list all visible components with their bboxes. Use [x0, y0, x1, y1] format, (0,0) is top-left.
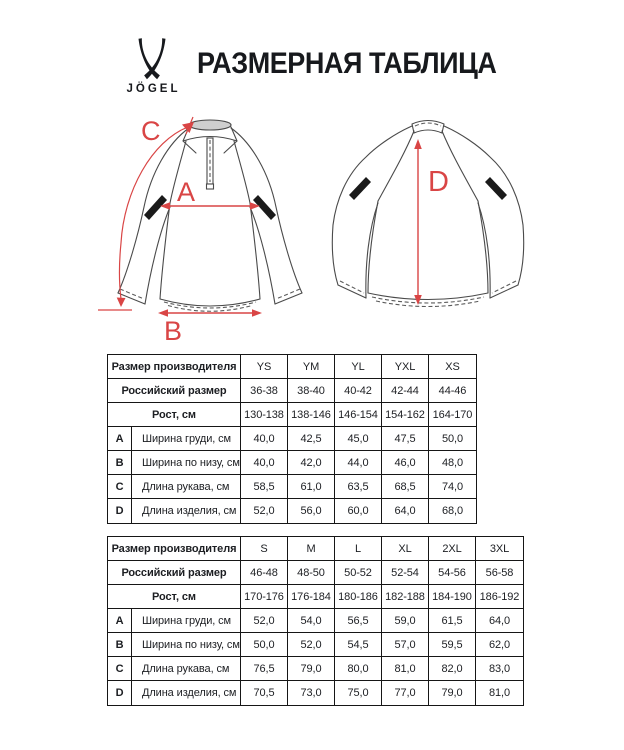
measure-value-cell: 74,0: [429, 475, 476, 499]
size-range-cell: 182-188: [382, 585, 429, 609]
measure-value-cell: 56,0: [288, 499, 335, 523]
measure-key-cell: A: [108, 427, 132, 451]
measure-value-cell: 52,0: [288, 633, 335, 657]
measure-label-cell: Длина изделия, см: [132, 681, 241, 705]
size-range-cell: 52-54: [382, 561, 429, 585]
size-range-cell: 184-190: [429, 585, 476, 609]
measure-value-cell: 81,0: [488, 687, 510, 699]
table-header-row: [108, 403, 476, 427]
size-range-cell: 146-154: [335, 403, 382, 427]
size-range-cell: 130-138: [241, 403, 288, 427]
measure-value-cell: 63,5: [335, 475, 382, 499]
measure-label-cell: Ширина по низу, см: [132, 633, 241, 657]
size-range-cell: 186-192: [476, 585, 523, 609]
measure-value-cell: 54,0: [288, 609, 335, 633]
measure-value-cell: 52,0: [241, 499, 288, 523]
measure-key-cell: C: [108, 657, 132, 681]
header-label-cell: Размер производителя: [108, 355, 241, 379]
size-range-cell: 176-184: [288, 585, 335, 609]
measure-key-cell: B: [108, 451, 132, 475]
measure-value-cell: 56,5: [335, 609, 382, 633]
measure-label-cell: Ширина груди, см: [132, 609, 241, 633]
measure-value-cell: 82,0: [429, 657, 476, 681]
size-range-cell: 138-146: [288, 403, 335, 427]
measure-key-cell: D: [108, 499, 132, 523]
measure-value-cell: 75,0: [335, 681, 382, 705]
table-measure-row: [108, 609, 523, 633]
measure-value-cell: 61,5: [429, 609, 476, 633]
size-range-cell: 48-50: [288, 561, 335, 585]
left-sleeve-stripe: [144, 195, 167, 220]
measure-key-cell: B: [108, 633, 132, 657]
brand-wordmark: JÖGEL: [126, 83, 181, 95]
size-range-cell: 46-48: [241, 561, 288, 585]
size-table-adult: [107, 536, 524, 706]
measure-label-b: B: [164, 316, 183, 345]
measure-value-cell: 81,0: [382, 657, 429, 681]
measure-value-cell: 83,0: [476, 657, 523, 681]
measure-value-cell: 77,0: [382, 681, 429, 705]
garment-front-diagram: [94, 113, 326, 345]
size-code-cell: 2XL: [429, 537, 476, 561]
front-garment-outline: [118, 120, 302, 311]
measure-label-cell: Длина рукава, см: [132, 475, 241, 499]
table-measure-row: [108, 633, 523, 657]
measure-value-cell: 60,0: [335, 499, 382, 523]
header-label-cell: Рост, см: [108, 403, 241, 427]
size-table-youth: [107, 354, 477, 524]
size-range-cell: 42-44: [382, 379, 429, 403]
measure-value-cell: 50,0: [429, 427, 476, 451]
measure-value-cell: 40,0: [241, 427, 288, 451]
size-code-cell: YL: [335, 355, 382, 379]
size-range-cell: 180-186: [335, 585, 382, 609]
measure-value-cell: 44,0: [335, 451, 382, 475]
right-shoulder-stripe: [485, 177, 507, 200]
measure-value-cell: 48,0: [429, 451, 476, 475]
measure-value-cell: 57,0: [382, 633, 429, 657]
size-code-cell: S: [241, 537, 288, 561]
measure-value-cell: 70,5: [241, 681, 288, 705]
table-measure-row: [108, 451, 476, 475]
brand-logo: [118, 38, 186, 95]
measure-value-cell: 45,0: [335, 427, 382, 451]
size-range-cell: 44-46: [429, 379, 476, 403]
size-range-cell: 50-52: [335, 561, 382, 585]
measure-value-cell: 59,0: [382, 609, 429, 633]
measure-value-cell: 62,0: [476, 633, 523, 657]
garment-back-diagram: [312, 113, 544, 345]
size-code-cell: YXL: [382, 355, 429, 379]
header-label-cell: Размер производителя: [108, 537, 241, 561]
measure-value-cell: 52,0: [241, 609, 288, 633]
measure-value-cell: 73,0: [288, 681, 335, 705]
size-range-cell: 154-162: [382, 403, 429, 427]
size-code-cell: XL: [382, 537, 429, 561]
measure-value-cell: 68,5: [382, 475, 429, 499]
size-code-cell: YM: [288, 355, 335, 379]
measure-key-cell: A: [108, 609, 132, 633]
table-header-row: [108, 537, 523, 561]
measure-key-cell: D: [108, 681, 132, 705]
measure-value-cell: 79,0: [288, 657, 335, 681]
size-code-cell: L: [335, 537, 382, 561]
size-range-cell: 38-40: [288, 379, 335, 403]
back-garment-outline: [332, 121, 524, 307]
left-shoulder-stripe: [349, 177, 371, 200]
measure-d-arrow: [414, 139, 449, 305]
table-header-row: [108, 355, 476, 379]
size-code-cell: M: [288, 537, 335, 561]
measure-label-cell: Длина рукава, см: [132, 657, 241, 681]
jogel-v-mark-icon: [134, 38, 170, 80]
size-range-cell: 170-176: [241, 585, 288, 609]
measure-key-cell: C: [108, 475, 132, 499]
size-code-cell: YS: [241, 355, 288, 379]
measure-value-cell: 61,0: [288, 475, 335, 499]
table-measure-row: [108, 499, 476, 523]
measure-label-cell: Ширина по низу, см: [132, 451, 241, 475]
measure-label-c: C: [141, 116, 161, 146]
size-range-cell: 36-38: [241, 379, 288, 403]
table-header-row: [108, 561, 523, 585]
size-range-cell: 164-170: [429, 403, 476, 427]
measure-label-cell: Длина изделия, см: [132, 499, 241, 523]
table-measure-row: [108, 427, 476, 451]
right-sleeve-stripe: [253, 195, 276, 220]
measure-value-cell: 64,0: [382, 499, 429, 523]
measure-label-cell: Ширина груди, см: [132, 427, 241, 451]
measure-value-cell: 54,5: [335, 633, 382, 657]
size-range-cell: 54-56: [429, 561, 476, 585]
measure-value-cell: 68,0: [441, 505, 463, 517]
measure-value-cell: 47,5: [382, 427, 429, 451]
measure-label-d: D: [428, 166, 449, 198]
size-range-cell: 56-58: [476, 561, 523, 585]
table-header-row: [108, 585, 523, 609]
measure-label-a: A: [177, 177, 196, 207]
measure-value-cell: 79,0: [429, 681, 476, 705]
measure-value-cell: 40,0: [241, 451, 288, 475]
page-title: РАЗМЕРНАЯ ТАБЛИЦА: [197, 47, 497, 80]
table-header-row: [108, 379, 476, 403]
measure-value-cell: 59,5: [429, 633, 476, 657]
header-label-cell: Российский размер: [108, 379, 241, 403]
measure-value-cell: 64,0: [476, 609, 523, 633]
size-range-cell: 40-42: [335, 379, 382, 403]
size-code-cell: XS: [429, 355, 476, 379]
measure-value-cell: 76,5: [241, 657, 288, 681]
measure-value-cell: 50,0: [241, 633, 288, 657]
size-code-cell: 3XL: [476, 537, 523, 561]
header-label-cell: Российский размер: [108, 561, 241, 585]
table-measure-row: [108, 657, 523, 681]
measure-value-cell: 80,0: [335, 657, 382, 681]
table-measure-row: [108, 475, 476, 499]
measure-value-cell: 58,5: [241, 475, 288, 499]
header-label-cell: Рост, см: [108, 585, 241, 609]
measure-value-cell: 46,0: [382, 451, 429, 475]
measure-value-cell: 42,5: [288, 427, 335, 451]
measure-value-cell: 42,0: [288, 451, 335, 475]
table-measure-row: [108, 681, 523, 705]
measure-b-arrow: [158, 309, 262, 345]
